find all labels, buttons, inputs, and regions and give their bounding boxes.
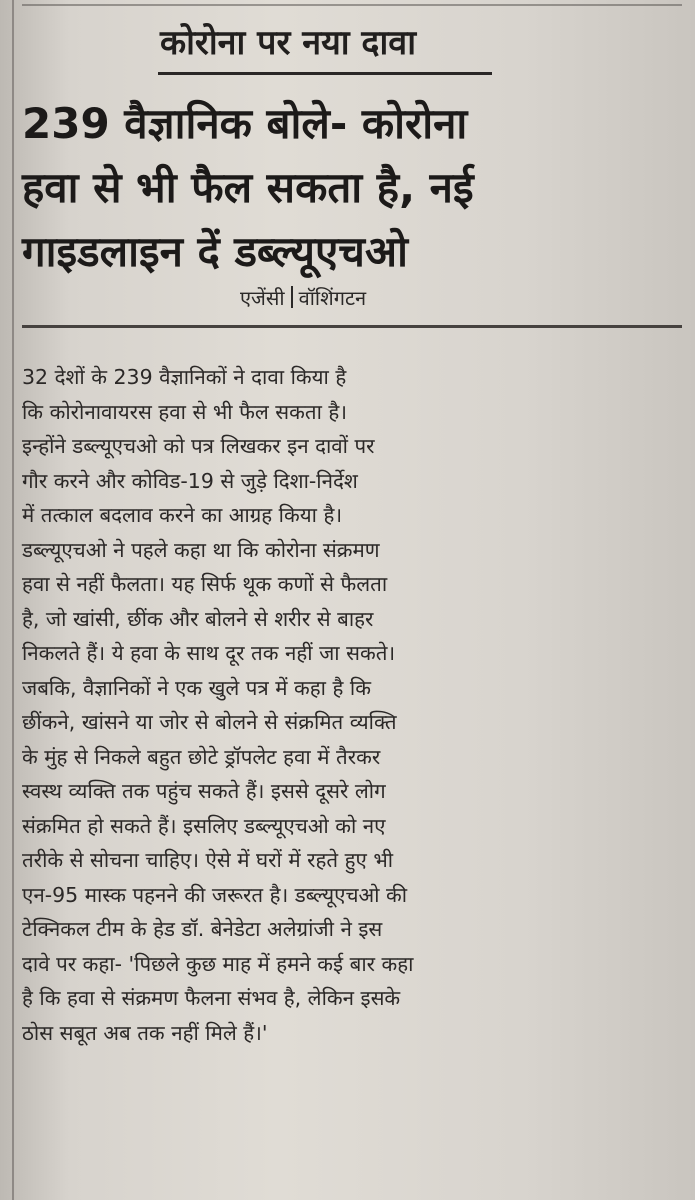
body-line: 32 देशों के 239 वैज्ञानिकों ने दावा किया है — [22, 365, 347, 389]
headline-line: हवा से भी फैल सकता है, नई — [22, 163, 474, 212]
body-line: गौर करने और कोविड-19 से जुड़े दिशा-निर्देश — [22, 468, 358, 493]
headline-line: 239 वैज्ञानिक बोले- कोरोना — [22, 99, 468, 148]
byline-separator — [291, 286, 293, 308]
byline-location: वॉशिंगटन — [298, 286, 367, 310]
body-line: कि कोरोनावायरस हवा से भी फैल सकता है। — [22, 399, 348, 424]
body-line: छींकने, खांसने या जोर से बोलने से संक्रमित व्यक्ति — [22, 710, 397, 734]
top-rule — [22, 4, 682, 6]
body-line: इन्होंने डब्ल्यूएचओ को पत्र लिखकर इन दावों पर — [22, 434, 375, 458]
body-line: के मुंह से निकले बहुत छोटे ड्रॉपलेट हवा में तैरकर — [22, 744, 381, 769]
body-line: निकलते हैं। ये हवा के साथ दूर तक नहीं जा सकते। — [22, 641, 396, 665]
kicker-underline — [158, 72, 492, 75]
headline — [22, 92, 662, 284]
body-line: टेक्निकल टीम के हेड डॉ. बेनेडेटा अलेग्रांजी ने इस — [22, 917, 383, 941]
section-divider — [22, 325, 682, 328]
body-line: जबकि, वैज्ञानिकों ने एक खुले पत्र में कहा है कि — [22, 675, 371, 700]
article-body — [22, 360, 647, 1050]
body-line: दावे पर कहा- 'पिछले कुछ माह में हमने कई बार कहा — [22, 951, 414, 976]
body-line: है, जो खांसी, छींक और बोलने से शरीर से बाहर — [22, 606, 374, 631]
body-line: में तत्काल बदलाव करने का आग्रह किया है। — [22, 503, 343, 527]
body-line: हवा से नहीं फैलता। यह सिर्फ थूक कणों से फैलता — [22, 572, 388, 596]
body-line: है कि हवा से संक्रमण फैलना संभव है, लेकिन इसके — [22, 986, 401, 1010]
kicker: कोरोना पर नया दावा — [160, 23, 417, 63]
column-rule — [12, 0, 14, 1200]
body-line: संक्रमित हो सकते हैं। इसलिए डब्ल्यूएचओ को नए — [22, 813, 386, 838]
headline-line: गाइडलाइन दें डब्ल्यूएचओ — [22, 227, 408, 276]
body-line: एन-95 मास्क पहनने की जरूरत है। डब्ल्यूएचओ की — [22, 882, 408, 907]
byline-agency: एजेंसी — [240, 286, 285, 310]
body-line: स्वस्थ व्यक्ति तक पहुंच सकते हैं। इससे दूसरे लोग — [22, 779, 386, 803]
body-line: डब्ल्यूएचओ ने पहले कहा था कि कोरोना संक्रमण — [22, 537, 380, 562]
body-line: ठोस सबूत अब तक नहीं मिले हैं।' — [22, 1020, 268, 1045]
body-line: तरीके से सोचना चाहिए। ऐसे में घरों में रहते हुए भी — [22, 848, 394, 872]
byline — [240, 282, 366, 314]
